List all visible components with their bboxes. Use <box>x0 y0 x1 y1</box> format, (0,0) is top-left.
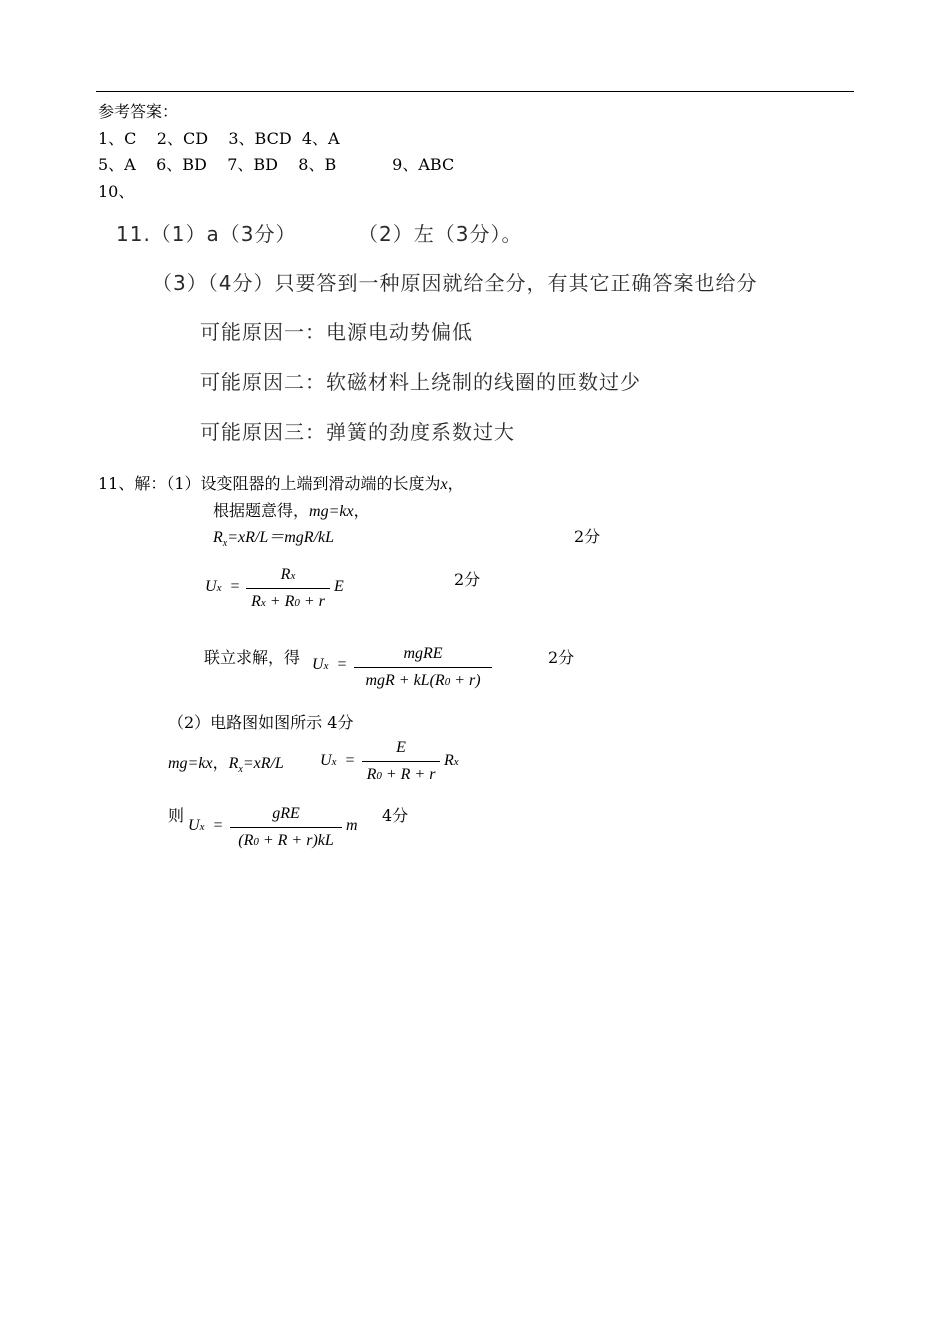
scan-line-4: 可能原因二：软磁材料上绕制的线圈的匝数过少 <box>200 370 641 394</box>
answers-row-3: 10、 <box>98 182 135 201</box>
eq3-fraction: E R0 + R + r <box>362 739 440 789</box>
eq2-fraction: mgRE mgR + kL(R0 + r) <box>354 645 492 695</box>
score-line-3: 2分 <box>574 527 601 546</box>
scan-line-5: 可能原因三：弹簧的劲度系数过大 <box>200 420 515 444</box>
eq1-E: E <box>334 578 344 595</box>
scan-line-3: 可能原因一：电源电动势偏低 <box>200 320 473 344</box>
eq1-lhs: Ux = <box>205 578 241 595</box>
solution-intro: 11、解：（1）设变阻器的上端到滑动端的长度为x， <box>98 474 464 493</box>
eq1-fraction: Rx Rx + R0 + r <box>246 566 330 616</box>
scan-line-2: （3）（4分）只要答到一种原因就给全分，有其它正确答案也给分 <box>152 271 758 295</box>
eq4-lhs: Ux = <box>188 817 224 834</box>
scan-line-1b: （2）左（3分）。 <box>358 222 523 246</box>
eq3-Rx: Rx <box>444 752 459 769</box>
score-eq1: 2分 <box>454 570 481 589</box>
lianli-label: 联立求解，得 <box>204 648 301 667</box>
score-eq2: 2分 <box>548 648 575 667</box>
ze-label: 则 <box>168 806 185 825</box>
header-rule <box>96 91 854 92</box>
solution-line-3: $R_x=xR/L=mgR/kL$ <box>213 529 335 550</box>
eq2-lhs: Ux = <box>312 656 348 673</box>
answers-row-2: 5、A 6、BD 7、BD 8、B 9、ABC <box>98 155 455 174</box>
eq4-m: m <box>346 817 358 834</box>
answers-title: 参考答案： <box>98 102 179 121</box>
eq4-fraction: gRE (R0 + R + r)kL <box>230 805 342 855</box>
solution-line-2: 根据题意得，mg=kx， <box>213 501 370 520</box>
part2-heading: （2）电路图如图所示 4分 <box>168 713 354 732</box>
scan-line-1a: 11.（1）a（3分） <box>116 222 297 246</box>
eq3-lhs: Ux = <box>320 752 356 769</box>
score-eq4: 4分 <box>382 806 409 825</box>
part2-eqs: mg=kx，$R_x=xR/L$ <box>168 753 284 776</box>
answers-row-1: 1、C 2、CD 3、BCD 4、A <box>98 129 340 148</box>
